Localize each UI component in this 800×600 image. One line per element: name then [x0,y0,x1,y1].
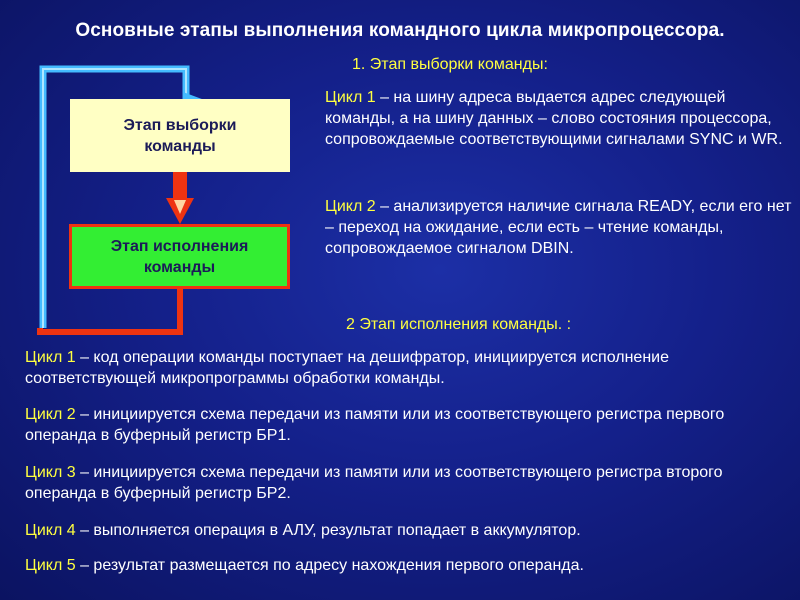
fetch-stage-box [70,99,290,172]
stage2-cycle5 [25,555,795,576]
cycle-text: – анализируется наличие сигнала READY, если его нет – переход на ожидание, если есть – чтение команды, сопровождаемое сигналом DBIN. [325,198,792,257]
cycle-label: Цикл 2 [25,406,76,423]
cycle-text: – результат размещается по адресу нахождения первого операнда. [75,557,584,574]
cycle-text: – выполняется операция в АЛУ, результат попадает в аккумулятор. [75,522,581,539]
slide-title: Основные этапы выполнения командного цикла микропроцессора. [75,20,725,41]
cycle-label: Цикл 2 [325,198,376,215]
cycle-label: Цикл 1 [25,349,76,366]
exec-stage-label: Этап исполнения команды [110,237,249,276]
cycle-text: – на шину адреса выдается адрес следующей команды, а на шину данных – слово состояния процессора, сопровождаемые соответствующими сигналами SYNC и WR. [325,89,783,148]
stage2-cycle2 [25,404,795,446]
red-loop-line [40,289,180,332]
stage1-cycle1 [325,87,795,150]
cycle-label: Цикл 4 [25,522,76,539]
cycle-text: – код операции команды поступает на дешифратор, инициируется исполнение соответствующей микропрограммы обработки команды. [25,349,669,387]
exec-stage-box [69,224,290,289]
stage2-cycle4 [25,520,795,541]
stage2-heading: 2 Этап исполнения команды. : [346,316,572,333]
stage2-cycle1 [25,347,795,389]
cycle-text: – инициируется схема передачи из памяти или из соответствующего регистра второго операнда в буферный регистр БР2. [25,464,723,502]
stage1-heading: 1. Этап выборки команды: [352,56,548,73]
red-arrow-shaft [173,172,187,200]
cycle-label: Цикл 1 [325,89,376,106]
fetch-stage-label: Этап выборки команды [123,116,237,155]
cycle-text: – инициируется схема передачи из памяти или из соответствующего регистра первого операнда в буферный регистр БР1. [25,406,725,444]
cycle-label: Цикл 5 [25,557,76,574]
cycle-label: Цикл 3 [25,464,76,481]
stage2-cycle3 [25,462,795,504]
stage1-cycle2 [325,196,795,259]
